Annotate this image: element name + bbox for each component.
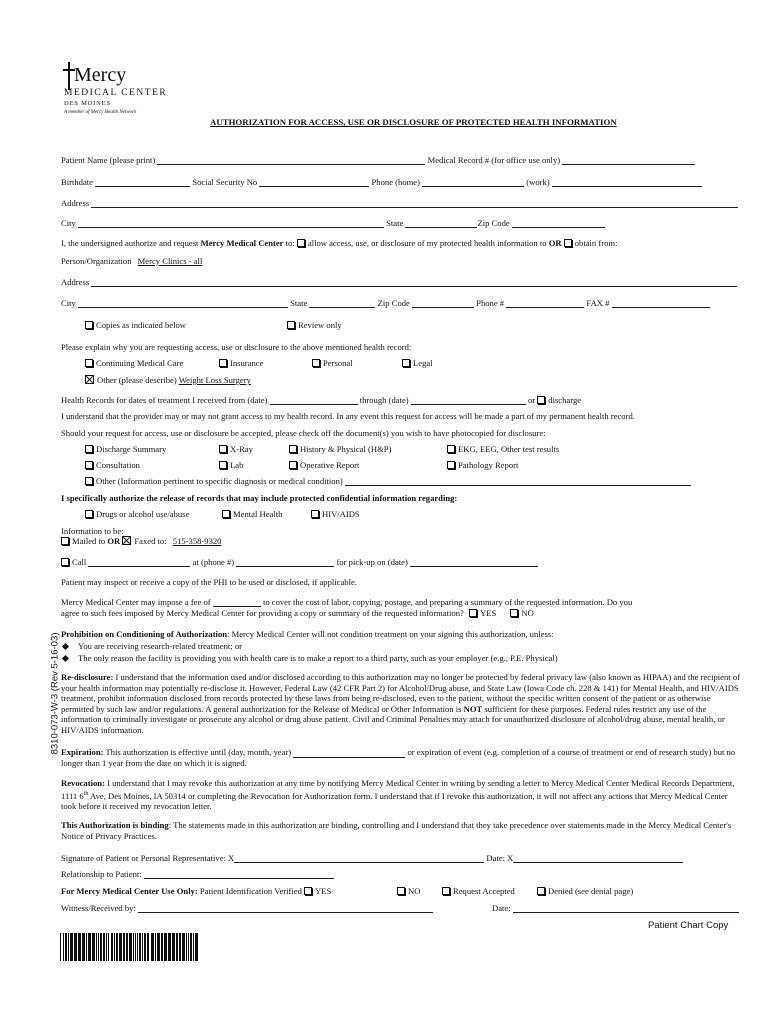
org-state-label: State	[290, 298, 308, 308]
org-state-field[interactable]	[309, 298, 375, 308]
redisclosure-text-1: I understand that the information used and/or disclosed according to this authorization may no longer be protected by federal privacy law (also known as HIPAA) and the recipient of your health information may potentially re-disclose it. However, Federal Law (42 CFR Part 2) for Alcohol/Drug abuse, and State Law (Iowa Code ch. 228 & 141) for Mental Health, and HIV/AIDS treatment, prohibit information disclosed from records protected by these laws from being re-disclosed, even to the patient, without the specific written consent of the patient or as otherwise permitted by such law and/or regulations. A general authorization for the Release of Medical or Other Information is	[61, 672, 740, 714]
phone-work-label: (work)	[526, 177, 550, 187]
other-docs-field[interactable]	[345, 476, 691, 486]
barcode-bar	[188, 933, 189, 961]
insurance-label: Insurance	[230, 358, 264, 368]
signature-field[interactable]	[234, 853, 484, 863]
mental-health-checkbox[interactable]	[222, 510, 230, 518]
barcode-bar	[157, 933, 160, 961]
bullet-icon	[62, 643, 69, 650]
verified-yes-label: YES	[315, 886, 332, 896]
pathology-label: Pathology Report	[458, 460, 519, 470]
redisclosure-not: NOT	[463, 703, 483, 714]
revocation-text-2: Ave, Des Moines, IA 50314 or completing the Revocation for Authorization form. I understand that if I revoke this authorization, it will not affect any actions that Mercy Medical Center took before it received my revocation letter.	[61, 790, 728, 812]
logo-medical-center: MEDICAL CENTER	[64, 88, 168, 98]
signature-label: Signature of Patient or Personal Representative: X	[61, 853, 235, 863]
call-checkbox[interactable]	[61, 558, 69, 566]
expiration-date-field[interactable]	[293, 748, 405, 758]
witness-date-field[interactable]	[513, 903, 739, 913]
barcode-bar	[142, 933, 143, 961]
mental-health-label: Mental Health	[233, 509, 283, 519]
other-purpose-checkbox[interactable]	[85, 375, 94, 384]
barcode-bar	[78, 933, 81, 961]
expiration-heading: Expiration:	[61, 747, 104, 757]
barcode-bar	[135, 933, 136, 961]
org-address-field[interactable]	[91, 277, 737, 287]
barcode-bar	[74, 933, 77, 961]
barcode-bar	[168, 933, 171, 961]
call-phone-label: at (phone #)	[192, 557, 235, 567]
zip-field[interactable]	[512, 218, 605, 228]
request-denied-label: Denied (see denial page)	[548, 886, 634, 896]
barcode-bar	[103, 933, 105, 961]
request-lead: I, the undersigned authorize and request	[61, 238, 199, 248]
revocation-sup: th	[83, 790, 89, 797]
barcode-bar	[108, 933, 109, 961]
discharge-checkbox[interactable]	[537, 396, 545, 404]
witness-label: Witness/Received by:	[61, 903, 136, 913]
request-to: to:	[285, 238, 295, 248]
operative-checkbox[interactable]	[289, 461, 297, 469]
expiration-text-1: This authorization is effective until (day, month, year)	[105, 747, 292, 757]
barcode-bar	[88, 933, 91, 961]
pathology-checkbox[interactable]	[447, 461, 455, 469]
copies-label: Copies as indicated below	[96, 320, 186, 330]
request-org: Mercy Medical Center	[200, 238, 284, 248]
chart-copy-label: Patient Chart Copy	[648, 920, 729, 931]
birthdate-field[interactable]	[95, 177, 190, 187]
witness-date-label: Date:	[492, 903, 511, 913]
or-label: OR	[548, 238, 562, 248]
barcode-bar	[106, 933, 107, 961]
birthdate-label: Birthdate	[61, 177, 93, 187]
ekg-checkbox[interactable]	[447, 445, 455, 453]
continuing-care-label: Continuing Medical Care	[96, 358, 184, 368]
personal-label: Personal	[323, 358, 353, 368]
discharge-label: discharge	[548, 395, 582, 405]
barcode-bar	[123, 933, 125, 961]
ekg-label: EKG, EEG, Other test results	[458, 444, 560, 454]
hiv-label: HIV/AIDS	[322, 509, 360, 519]
hiv-checkbox[interactable]	[311, 510, 319, 518]
copies-checkbox[interactable]	[85, 321, 93, 329]
barcode-bar	[193, 933, 194, 961]
barcode-bar	[96, 933, 97, 961]
consultation-label: Consultation	[96, 460, 140, 470]
zip-label: Zip Code	[477, 218, 510, 228]
fee-text-1a: Mercy Medical Center may impose a fee of	[61, 597, 211, 607]
relationship-label: Relationship to Patient:	[61, 869, 142, 879]
other-docs-checkbox[interactable]	[85, 477, 93, 485]
barcode-bar	[119, 933, 122, 961]
continuing-care-checkbox[interactable]	[85, 359, 93, 367]
ssn-label: Social Security No	[192, 177, 258, 187]
dates-through-field[interactable]	[411, 395, 526, 405]
state-field[interactable]	[405, 218, 477, 228]
barcode-bar	[172, 933, 175, 961]
revocation-text-1: I understand that I may revoke this authorization at any time by notifying Mercy Medical Center in writing by sending a letter to Mercy Medical Center Medical Records Department, 1111 6	[61, 778, 735, 801]
verified-yes-checkbox[interactable]	[304, 887, 312, 895]
org-city-label: City	[61, 298, 76, 308]
redisclosure-text-2: sufficient for these purposes. Federal rules restrict any use of the information to criminally investigate or prosecute any alcohol or drug abuse patient. Civil and Criminal Penalties may attach for unauthorized disclosure of alcohol/drug abuse, mental health, or HIV/AIDS information.	[61, 703, 725, 735]
understand-text: I understand that the provider may or may not grant access to my health record. In any event this request for access will be made a part of my permanent health record.	[61, 411, 635, 421]
request-denied-checkbox[interactable]	[537, 887, 545, 895]
fee-no-checkbox[interactable]	[510, 609, 518, 617]
binding-heading: This Authorization is binding	[61, 820, 169, 830]
call-phone-field[interactable]	[236, 557, 334, 567]
pickup-date-field[interactable]	[410, 557, 538, 567]
barcode-bar	[133, 933, 134, 961]
legal-label: Legal	[413, 358, 433, 368]
form-code: 8310-073-W-3 (Rev 5-16-03)	[49, 632, 61, 755]
phone-home-field[interactable]	[422, 177, 524, 187]
verified-no-checkbox[interactable]	[397, 887, 405, 895]
other-docs-label: Other (Information pertinent to specific diagnosis or medical condition)	[96, 476, 343, 486]
barcode-bar	[60, 933, 61, 961]
relationship-field[interactable]	[144, 869, 334, 879]
barcode-bar	[126, 933, 128, 961]
prohibition-bullet-2: The only reason the facility is providing you with health care is to make a report to a third party, such as your employer (e.g., P.E. Physical)	[78, 653, 558, 663]
city-label: City	[61, 218, 76, 228]
barcode-bar	[186, 933, 187, 961]
operative-label: Operative Report	[300, 460, 360, 470]
review-label: Review only	[298, 320, 342, 330]
call-name-field[interactable]	[88, 557, 190, 567]
barcode-bar	[111, 933, 113, 961]
logo-city: DES MOINES	[64, 100, 111, 107]
barcode-bar	[65, 933, 67, 961]
mailed-checkbox[interactable]	[61, 537, 69, 545]
info-to-be-label: Information to be:	[61, 526, 124, 536]
history-checkbox[interactable]	[289, 445, 297, 453]
barcode-bar	[151, 933, 154, 961]
barcode-bar	[195, 933, 198, 961]
other-purpose-label: Other (please describe)	[97, 375, 177, 385]
legal-checkbox[interactable]	[402, 359, 410, 367]
dates-from-field[interactable]	[270, 395, 358, 405]
barcode-bar	[100, 933, 102, 961]
patient-name-field[interactable]	[157, 155, 425, 165]
barcode-bar	[179, 933, 181, 961]
discharge-summary-label: Discharge Summary	[96, 444, 167, 454]
mailed-or-label: OR	[107, 536, 121, 546]
fee-field[interactable]	[213, 597, 261, 607]
org-phone-label: Phone #	[476, 298, 505, 308]
allow-label: allow access, use, or disclosure of my protected health information to	[307, 238, 547, 248]
expiration-text-2: or expiration of event (e.g. completion of a course of treatment or end of research study) but no longer than 1 year from the date on which it is signed.	[61, 747, 736, 768]
phone-home-label: Phone (home)	[371, 177, 420, 187]
patient-name-label: Patient Name (please print)	[61, 155, 156, 165]
mailed-label: Mailed to	[72, 536, 106, 546]
dates-through-label: through (date)	[359, 395, 409, 405]
barcode-bar	[116, 933, 118, 961]
xray-checkbox[interactable]	[219, 445, 227, 453]
expiration-paragraph	[61, 747, 745, 768]
verified-no-label: NO	[408, 886, 421, 896]
form-title: AUTHORIZATION FOR ACCESS, USE OR DISCLOSURE OF PROTECTED HEALTH INFORMATION	[210, 117, 617, 127]
specific-heading: I specifically authorize the release of records that may include protected confidential information regarding:	[61, 493, 458, 503]
obtain-label: obtain from:	[574, 238, 618, 248]
witness-field[interactable]	[138, 903, 433, 913]
org-fax-field[interactable]	[612, 298, 710, 308]
barcode-bar	[155, 933, 156, 961]
faxed-checkbox[interactable]	[122, 536, 131, 545]
signature-date-field[interactable]	[513, 853, 683, 863]
person-org-field[interactable]: Mercy Clinics - all	[137, 256, 203, 266]
signature-date-label: Date: X	[486, 853, 514, 863]
barcode-bar	[182, 933, 185, 961]
call-label: Call	[72, 557, 87, 567]
barcode-bar	[68, 933, 69, 961]
binding-text: : The statements made in this authorization are binding, controlling and I understand that they take precedence over statements made in the Mercy Medical Center's Notice of Privacy Practices.	[61, 820, 732, 841]
barcode-bar	[137, 933, 138, 961]
bullet-icon	[62, 655, 69, 662]
barcode-bar	[190, 933, 192, 961]
binding-paragraph	[61, 820, 745, 841]
pickup-label: for pick-up on (date)	[336, 557, 408, 567]
barcode-bar	[86, 933, 87, 961]
barcode-bar	[144, 933, 146, 961]
barcode-bar	[129, 933, 132, 961]
org-address-label: Address	[61, 277, 90, 287]
org-phone-field[interactable]	[506, 298, 584, 308]
consultation-checkbox[interactable]	[85, 461, 93, 469]
logo-name: Mercy	[74, 64, 127, 86]
allow-checkbox[interactable]	[297, 239, 305, 247]
prohibition-bullet-1: You are receiving research-related treatment; or	[78, 641, 242, 651]
request-accepted-label: Request Accepted	[453, 886, 515, 896]
xray-label: X-Ray	[230, 444, 253, 454]
lab-label: Lab	[230, 460, 244, 470]
request-accepted-checkbox[interactable]	[442, 887, 450, 895]
history-label: History & Physical (H&P)	[300, 444, 392, 454]
barcode-bar	[63, 933, 64, 961]
barcode-bar	[147, 933, 149, 961]
fee-text-1b: to cover the cost of labor, copying, postage, and preparing a summary of the requested information. Do you	[262, 597, 633, 607]
personal-checkbox[interactable]	[312, 359, 320, 367]
barcode-bar	[164, 933, 167, 961]
verified-label: Patient Identification Verified	[199, 886, 302, 896]
org-zip-field[interactable]	[412, 298, 474, 308]
prohibition-heading: Prohibition on Conditioning of Authorization	[61, 629, 228, 639]
mrn-label: Medical Record # (for office use only)	[427, 155, 561, 165]
prohibition-text: : Mercy Medical Center will not condition treatment on your signing this authorization, unless:	[227, 629, 554, 639]
redisclosure-heading: Re-disclosure:	[61, 672, 114, 682]
purpose-prompt: Please explain why you are requesting access, use or disclosure to the above mentioned health record:	[61, 342, 412, 352]
address-field[interactable]	[91, 198, 738, 208]
org-zip-label: Zip Code	[377, 298, 410, 308]
address-label: Address	[61, 198, 90, 208]
ssn-field[interactable]	[259, 177, 369, 187]
barcode-bar	[176, 933, 178, 961]
inspect-text: Patient may inspect or receive a copy of the PHI to be used or disclosed, if applicable.	[61, 577, 357, 587]
barcode-bar	[82, 933, 85, 961]
city-field[interactable]	[78, 218, 384, 228]
barcode-bar	[161, 933, 163, 961]
docs-prompt: Should your request for access, use or disclosure be accepted, please check off the document(s) you wish to have photocopied for disclosure:	[61, 428, 546, 438]
logo-tagline: A member of Mercy Health Network	[64, 110, 137, 115]
revocation-heading: Revocation:	[61, 778, 105, 788]
fee-no-label: NO	[521, 608, 534, 618]
fee-yes-label: YES	[479, 608, 497, 618]
lab-checkbox[interactable]	[219, 461, 227, 469]
mrn-field[interactable]	[562, 155, 695, 165]
discharge-summary-checkbox[interactable]	[85, 445, 93, 453]
barcode-bar	[139, 933, 141, 961]
org-fax-label: FAX #	[586, 298, 610, 308]
phone-work-field[interactable]	[552, 177, 702, 187]
fee-text-2: agree to such fees imposed by Mercy Medical Center for providing a copy or summary of the requested information?	[61, 608, 464, 618]
logo	[62, 60, 182, 122]
barcode-bar	[98, 933, 99, 961]
insurance-checkbox[interactable]	[219, 359, 227, 367]
faxed-label: Faxed to:	[134, 536, 167, 546]
person-org-label: Person/Organization	[61, 256, 132, 266]
review-checkbox[interactable]	[287, 321, 295, 329]
revocation-paragraph	[61, 778, 745, 812]
fee-yes-checkbox[interactable]	[469, 609, 477, 617]
dates-from-label: Health Records for dates of treatment I received from (date)	[61, 395, 268, 405]
dates-or-label: or	[527, 395, 536, 405]
barcode-icon	[60, 933, 200, 961]
fax-number-field[interactable]: 515-358-9320	[172, 536, 222, 546]
other-purpose-field[interactable]: Weight Loss Surgery	[178, 375, 251, 385]
drugs-checkbox[interactable]	[85, 510, 93, 518]
state-label: State	[386, 218, 404, 228]
office-use-heading: For Mercy Medical Center Use Only:	[61, 886, 198, 896]
barcode-bar	[92, 933, 95, 961]
redisclosure-paragraph	[61, 672, 745, 736]
org-city-field[interactable]	[78, 298, 288, 308]
barcode-bar	[114, 933, 115, 961]
obtain-checkbox[interactable]	[564, 239, 572, 247]
barcode-bar	[70, 933, 73, 961]
drugs-label: Drugs or alcohol use/abuse	[96, 509, 190, 519]
